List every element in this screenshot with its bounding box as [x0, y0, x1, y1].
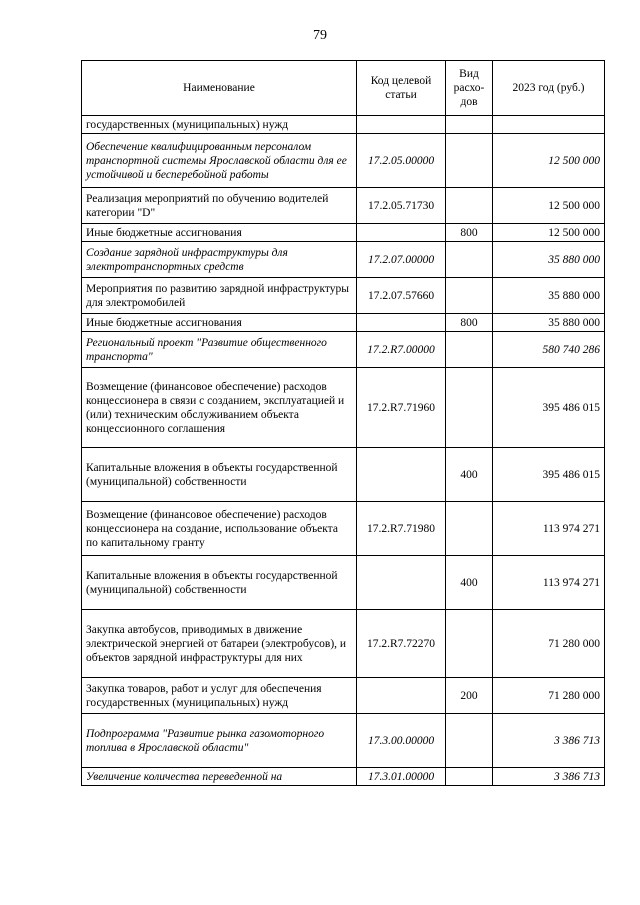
- cell-sum: 395 486 015: [493, 448, 605, 502]
- cell-name: государственных (муниципальных) нужд: [82, 116, 357, 134]
- header-code: Код целевой статьи: [357, 61, 446, 116]
- cell-sum: 12 500 000: [493, 224, 605, 242]
- budget-table: [81, 60, 605, 786]
- cell-sum: 35 880 000: [493, 242, 605, 278]
- cell-type: [446, 116, 493, 134]
- cell-name: Обеспечение квалифицированным персоналом транспортной системы Ярославской области для ее устойчивой и бесперебойной работы: [82, 134, 357, 188]
- table-row: [82, 678, 605, 714]
- cell-code: [357, 224, 446, 242]
- cell-type: [446, 610, 493, 678]
- header-sum: 2023 год (руб.): [493, 61, 605, 116]
- cell-name: Возмещение (финансовое обеспечение) расходов концессионера на создание, использование объекта по капитальному гранту: [82, 502, 357, 556]
- cell-code: 17.3.00.00000: [357, 714, 446, 768]
- table-row: [82, 610, 605, 678]
- cell-type: [446, 714, 493, 768]
- cell-code: [357, 556, 446, 610]
- cell-sum: 580 740 286: [493, 332, 605, 368]
- page-number: 79: [313, 28, 327, 43]
- cell-code: [357, 448, 446, 502]
- cell-code: 17.2.05.71730: [357, 188, 446, 224]
- cell-type: 200: [446, 678, 493, 714]
- table-row: [82, 332, 605, 368]
- cell-code: 17.2.R7.71960: [357, 368, 446, 448]
- cell-name: Региональный проект "Развитие общественного транспорта": [82, 332, 357, 368]
- cell-sum: 12 500 000: [493, 134, 605, 188]
- table-row: [82, 368, 605, 448]
- cell-code: 17.3.01.00000: [357, 768, 446, 786]
- cell-type: [446, 242, 493, 278]
- table-row: [82, 242, 605, 278]
- cell-name: Реализация мероприятий по обучению водителей категории "D": [82, 188, 357, 224]
- cell-sum: 113 974 271: [493, 556, 605, 610]
- cell-sum: 71 280 000: [493, 678, 605, 714]
- cell-code: [357, 678, 446, 714]
- cell-sum: 395 486 015: [493, 368, 605, 448]
- cell-type: [446, 368, 493, 448]
- table-row: [82, 448, 605, 502]
- cell-name: Капитальные вложения в объекты государственной (муниципальной) собственности: [82, 556, 357, 610]
- table-row: [82, 314, 605, 332]
- cell-code: 17.2.07.57660: [357, 278, 446, 314]
- header-name: Наименование: [82, 61, 357, 116]
- cell-type: [446, 278, 493, 314]
- cell-sum: 71 280 000: [493, 610, 605, 678]
- cell-name: Иные бюджетные ассигнования: [82, 224, 357, 242]
- cell-type: [446, 134, 493, 188]
- cell-code: [357, 116, 446, 134]
- cell-name: Иные бюджетные ассигнования: [82, 314, 357, 332]
- table-row: [82, 556, 605, 610]
- cell-sum: 12 500 000: [493, 188, 605, 224]
- cell-name: Мероприятия по развитию зарядной инфраструктуры для электромобилей: [82, 278, 357, 314]
- cell-type: 800: [446, 224, 493, 242]
- cell-name: Подпрограмма "Развитие рынка газомоторного топлива в Ярославской области": [82, 714, 357, 768]
- table-row: [82, 224, 605, 242]
- table-row: [82, 502, 605, 556]
- cell-type: [446, 188, 493, 224]
- cell-sum: 3 386 713: [493, 768, 605, 786]
- table-row: [82, 116, 605, 134]
- cell-name: Капитальные вложения в объекты государственной (муниципальной) собственности: [82, 448, 357, 502]
- table-row: [82, 134, 605, 188]
- table-row: [82, 768, 605, 786]
- cell-code: [357, 314, 446, 332]
- cell-sum: [493, 116, 605, 134]
- cell-name: Создание зарядной инфраструктуры для электротранспортных средств: [82, 242, 357, 278]
- cell-name: Закупка автобусов, приводимых в движение электрической энергией от батареи (электробусов), и объектов зарядной инфраструктуры для них: [82, 610, 357, 678]
- table-row: [82, 278, 605, 314]
- cell-sum: 35 880 000: [493, 278, 605, 314]
- table-header-row: [82, 61, 605, 116]
- cell-name: Увеличение количества переведенной на: [82, 768, 357, 786]
- cell-type: 400: [446, 448, 493, 502]
- cell-code: 17.2.05.00000: [357, 134, 446, 188]
- cell-code: 17.2.R7.72270: [357, 610, 446, 678]
- table-body: [82, 116, 605, 786]
- cell-type: 400: [446, 556, 493, 610]
- header-type: Вид расхо-дов: [446, 61, 493, 116]
- table-row: [82, 714, 605, 768]
- cell-type: [446, 502, 493, 556]
- cell-type: 800: [446, 314, 493, 332]
- table-row: [82, 188, 605, 224]
- cell-sum: 3 386 713: [493, 714, 605, 768]
- cell-name: Возмещение (финансовое обеспечение) расходов концессионера в связи с созданием, эксплуатацией и (или) техническим обслуживанием объекта концессионного соглашения: [82, 368, 357, 448]
- cell-code: 17.2.07.00000: [357, 242, 446, 278]
- cell-name: Закупка товаров, работ и услуг для обеспечения государственных (муниципальных) нужд: [82, 678, 357, 714]
- cell-type: [446, 332, 493, 368]
- cell-type: [446, 768, 493, 786]
- cell-code: 17.2.R7.00000: [357, 332, 446, 368]
- cell-sum: 35 880 000: [493, 314, 605, 332]
- cell-sum: 113 974 271: [493, 502, 605, 556]
- cell-code: 17.2.R7.71980: [357, 502, 446, 556]
